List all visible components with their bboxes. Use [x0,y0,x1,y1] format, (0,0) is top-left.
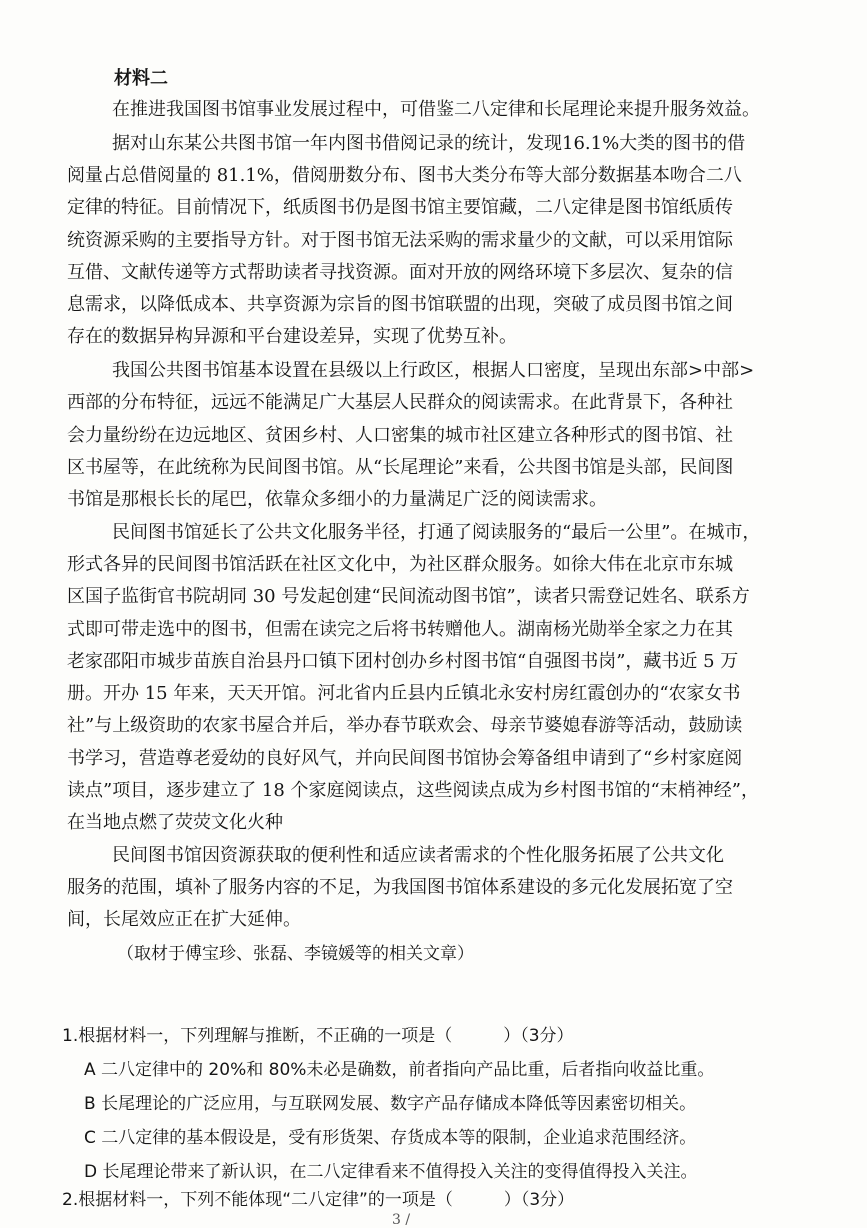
paragraph-line: 息需求，以降低成本、共享资源为宗旨的图书馆联盟的出现，突破了成员图书馆之间 [67,294,733,315]
paragraph-line: 社”与上级资助的农家书屋合并后，举办春节联欢会、母亲节婆媳春游等活动，鼓励读 [67,715,743,736]
paragraph-line: 区书屋等，在此统称为民间图书馆。从“长尾理论”来看，公共图书馆是头部，民间图 [67,457,734,478]
paragraph-line: 会力量纷纷在边远地区、贫困乡村、人口密集的城市社区建立各种形式的图书馆、社 [67,425,733,446]
paragraph-line: 存在的数据异构异源和平台建设差异，实现了优势互补。 [67,326,517,347]
paragraph-line: 老家邵阳市城步苗族自治县丹口镇下团村创办乡村图书馆“自强图书岗”，藏书近 5 万 [67,651,739,672]
section-title: 材料二 [114,68,168,89]
paragraph-line: 定律的特征。目前情况下，纸质图书仍是图书馆主要馆藏，二八定律是图书馆纸质传 [67,197,733,218]
paragraph-line: 民间图书馆延长了公共文化服务半径，打通了阅读服务的“最后一公里”。在城市， [112,522,761,543]
question-stem: 2.根据材料一，下列不能体现“二八定律”的一项是（ ）（3分） [62,1190,575,1210]
paragraph-line: 书学习，营造尊老爱幼的良好风气，并向民间图书馆协会筹备组申请到了“乡村家庭阅 [67,748,743,769]
paragraph-line: 书馆是那根长长的尾巴，依靠众多细小的力量满足广泛的阅读需求。 [67,489,607,510]
paragraph-line: 式即可带走选中的图书，但需在读完之后将书转赠他人。湖南杨光勋举全家之力在其 [67,619,733,640]
paragraph-line: 形式各异的民间图书馆活跃在社区文化中，为社区群众服务。如徐大伟在北京市东城 [67,554,733,575]
paragraph-line: 在当地点燃了荧荧文化火种 [67,812,283,833]
page-number: 3 / [392,1212,411,1228]
answer-option-b: B 长尾理论的广泛应用，与互联网发展、数字产品存储成本降低等因素密切相关。 [84,1094,697,1114]
paragraph-line: 民间图书馆因资源获取的便利性和适应读者需求的个性化服务拓展了公共文化 [112,845,724,866]
paragraph-line: 服务的范围，填补了服务内容的不足，为我国图书馆体系建设的多元化发展拓宽了空 [67,877,733,898]
paragraph-line: 册。开办 15 年来，天天开馆。河北省内丘县内丘镇北永安村房红霞创办的“农家女书 [67,683,741,704]
paragraph-line: 统资源采购的主要指导方针。对于图书馆无法采购的需求量少的文献，可以采用馆际 [67,230,733,251]
paragraph-line: 在推进我国图书馆事业发展过程中，可借鉴二八定律和长尾理论来提升服务效益。 [112,99,760,120]
paragraph-line: 互借、文献传递等方式帮助读者寻找资源。面对开放的网络环境下多层次、复杂的信 [67,262,733,283]
answer-option-d: D 长尾理论带来了新认识，在二八定律看来不值得投入关注的变得值得投入关注。 [84,1162,698,1182]
question-stem: 1.根据材料一，下列理解与推断，不正确的一项是（ ）（3分） [62,1026,574,1046]
paragraph-line: 间，长尾效应正在扩大延伸。 [67,909,301,930]
answer-option-a: A 二八定律中的 20%和 80%未必是确数，前者指向产品比重，后者指向收益比重。 [84,1060,715,1080]
answer-option-c: C 二八定律的基本假设是，受有形货架、存货成本等的限制，企业追求范围经济。 [84,1128,697,1148]
paragraph-line: 读点”项目，逐步建立了 18 个家庭阅读点，这些阅读点成为乡村图书馆的“末梢神经”， [67,780,759,801]
paragraph-line: 我国公共图书馆基本设置在县级以上行政区，根据人口密度，呈现出东部>中部> [112,360,755,381]
paragraph-line: 区国子监街官书院胡同 30 号发起创建“民间流动图书馆”，读者只需登记姓名、联系方 [67,586,750,607]
source-note: （取材于傅宝珍、张磊、李镜媛等的相关文章） [117,944,474,964]
paragraph-line: 西部的分布特征，远远不能满足广大基层人民群众的阅读需求。在此背景下，各种社 [67,392,733,413]
paragraph-line: 据对山东某公共图书馆一年内图书借阅记录的统计，发现16.1%大类的图书的借 [112,133,746,154]
paragraph-line: 阅量占总借阅量的 81.1%，借阅册数分布、图书大类分布等大部分数据基本吻合二八 [67,165,742,186]
